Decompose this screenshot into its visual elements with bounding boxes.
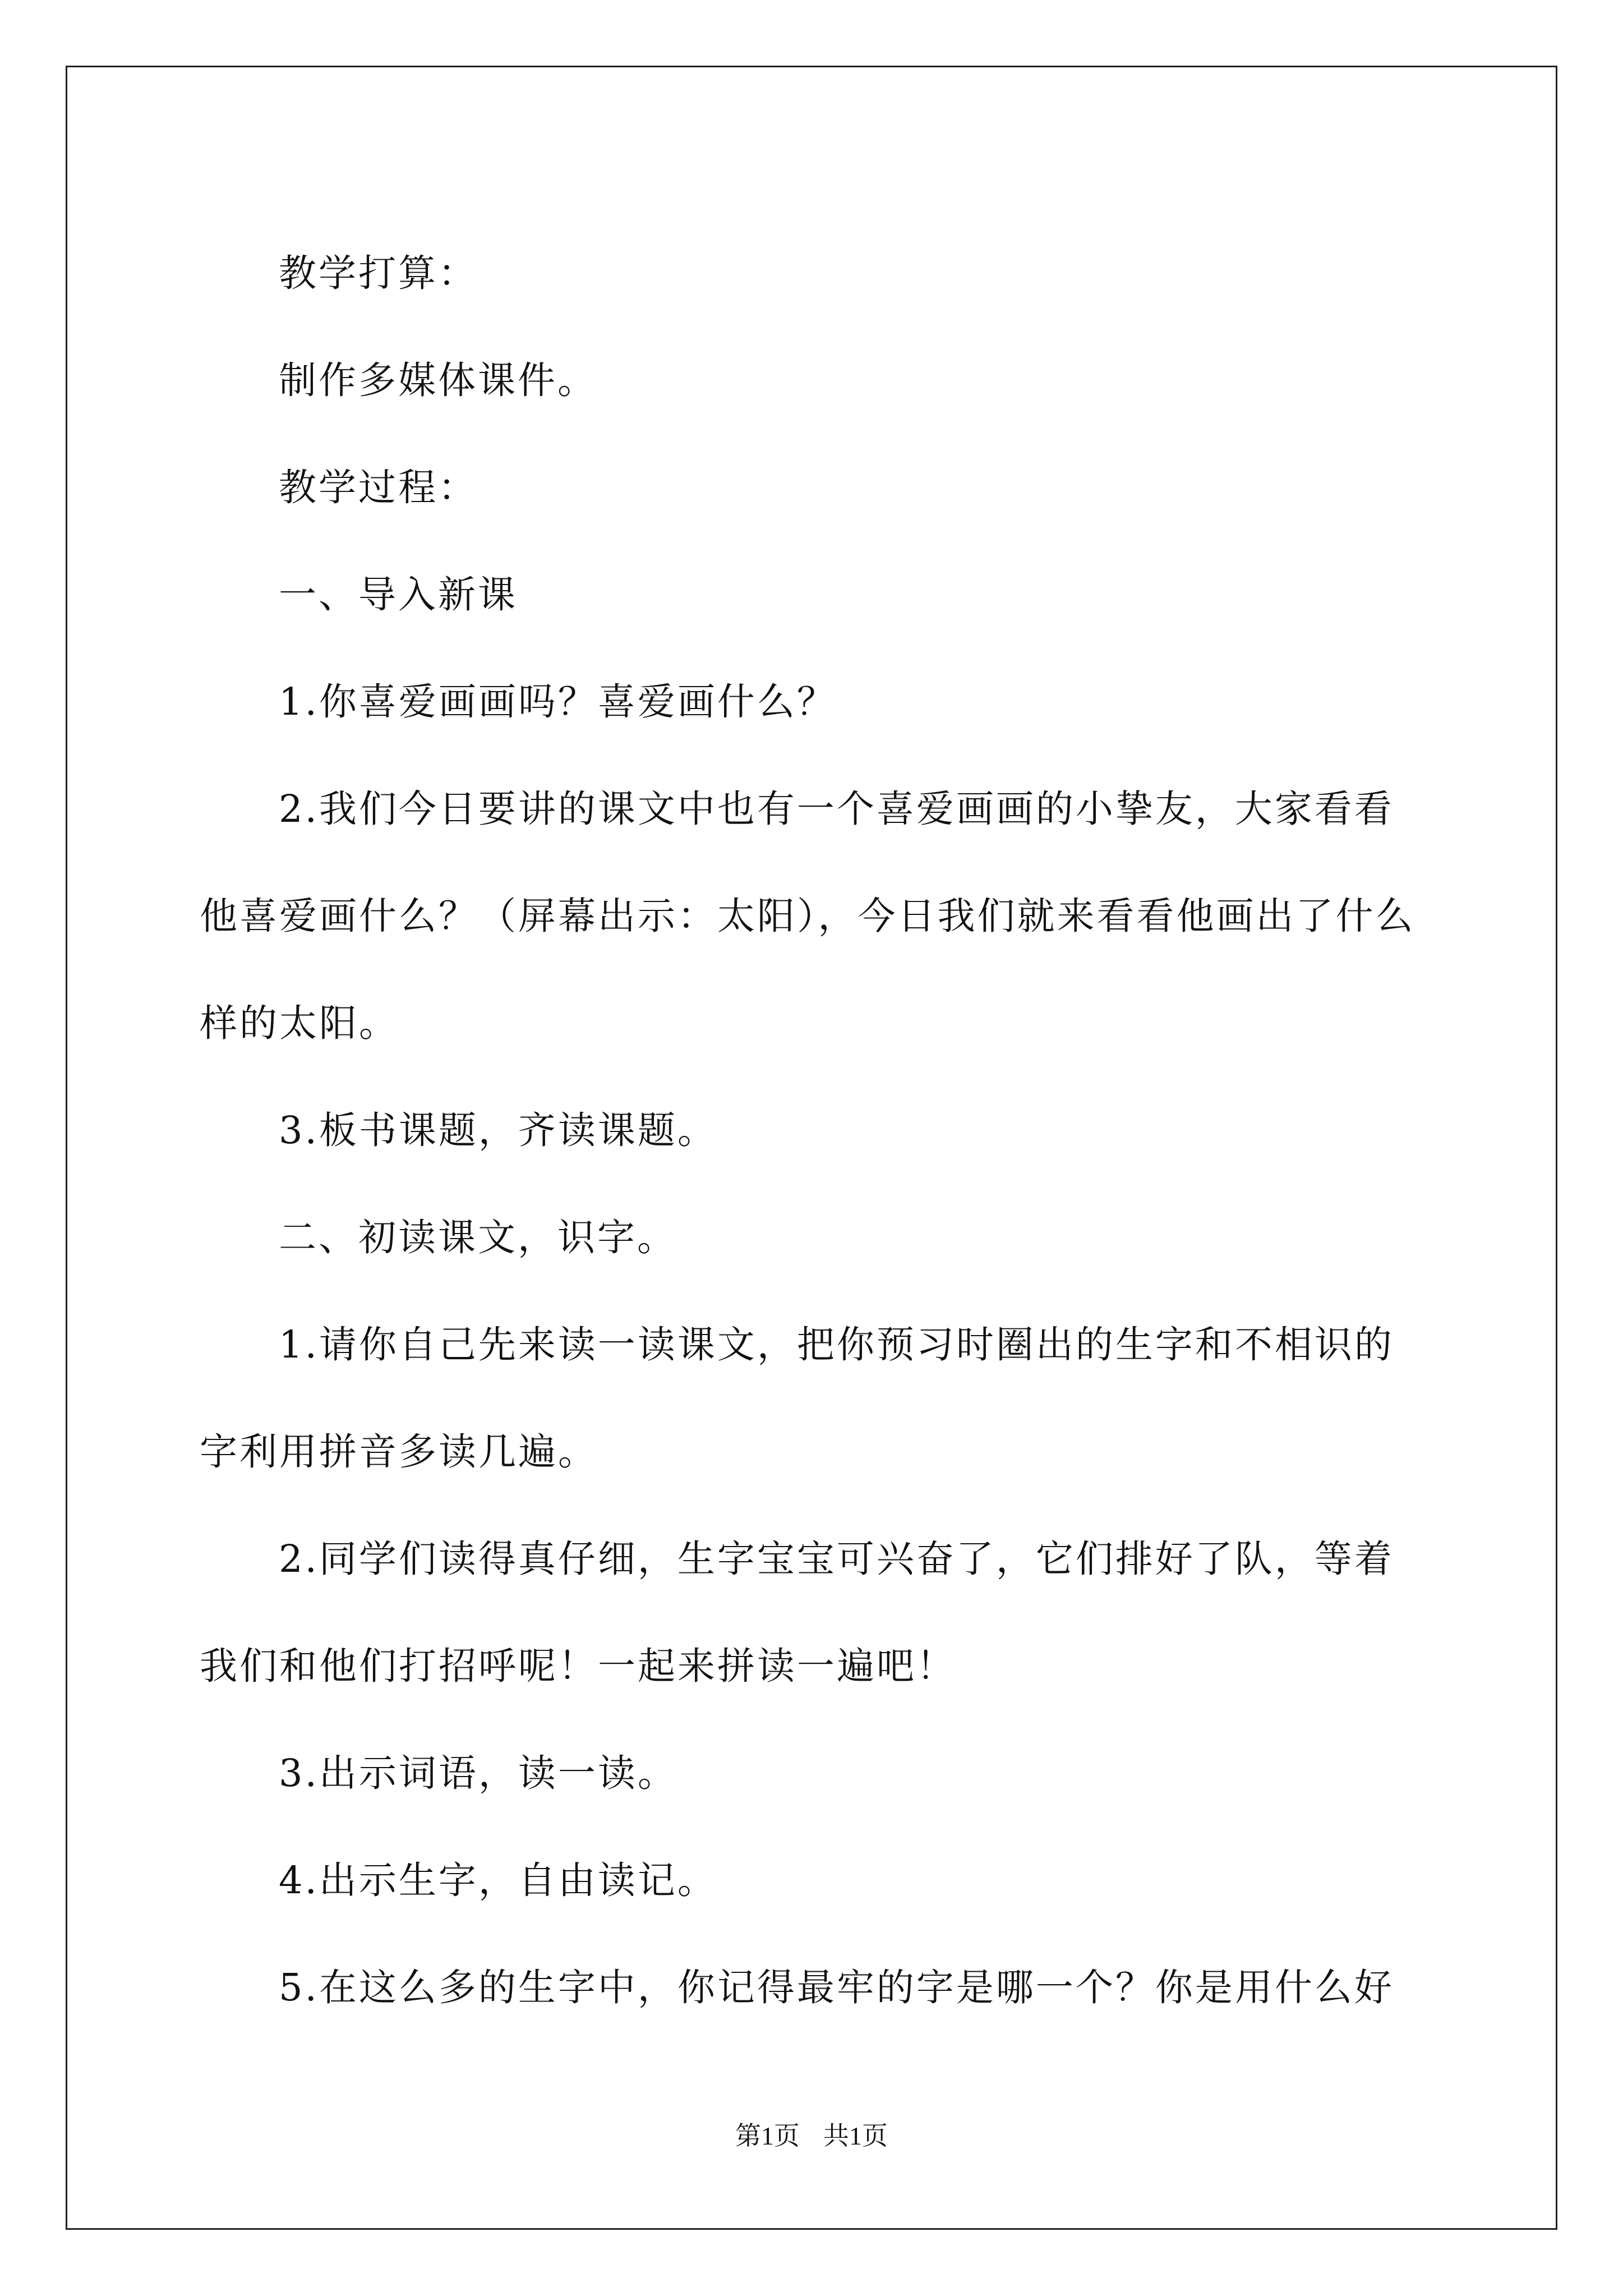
paragraph-reading-5: 5.在这么多的生字中，你记得最牢的字是哪一个？你是用什么好 xyxy=(279,1966,1394,2009)
paragraph-intro-3: 3.板书课题，齐读课题。 xyxy=(279,1108,717,1152)
paragraph-reading-4: 4.出示生字，自由读记。 xyxy=(279,1858,717,1902)
paragraph-reading-2: 2.同学们读得真仔细，生字宝宝可兴奋了，它们排好了队，等着我们和他们打招呼呢！一起来拼读一遍吧！ xyxy=(200,1537,1394,1688)
paragraph-intro-1: 1.你喜爱画画吗？喜爱画什么？ xyxy=(279,680,837,724)
document-body xyxy=(200,220,1431,2041)
page-total: 共1页 xyxy=(823,2122,888,2150)
paragraph-reading-1: 1.请你自己先来读一读课文，把你预习时圈出的生字和不相识的字利用拼音多读几遍。 xyxy=(200,1323,1394,1474)
paragraph-prep-heading: 教学打算： xyxy=(279,251,478,295)
section-heading-reading: 二、初读课文，识字。 xyxy=(279,1216,677,1259)
page-footer xyxy=(0,2119,1623,2153)
paragraph-intro-2: 2.我们今日要讲的课文中也有一个喜爱画画的小挚友，大家看看他喜爱画什么？（屏幕出示：太阳），今日我们就来看看他画出了什么样的太阳。 xyxy=(200,787,1415,1045)
paragraph-process-heading: 教学过程： xyxy=(279,466,478,509)
section-heading-intro: 一、导入新课 xyxy=(279,573,518,616)
paragraph-reading-3: 3.出示词语，读一读。 xyxy=(279,1751,677,1795)
page-number: 第1页 xyxy=(735,2122,800,2150)
paragraph-prep-content: 制作多媒体课件。 xyxy=(279,358,597,402)
